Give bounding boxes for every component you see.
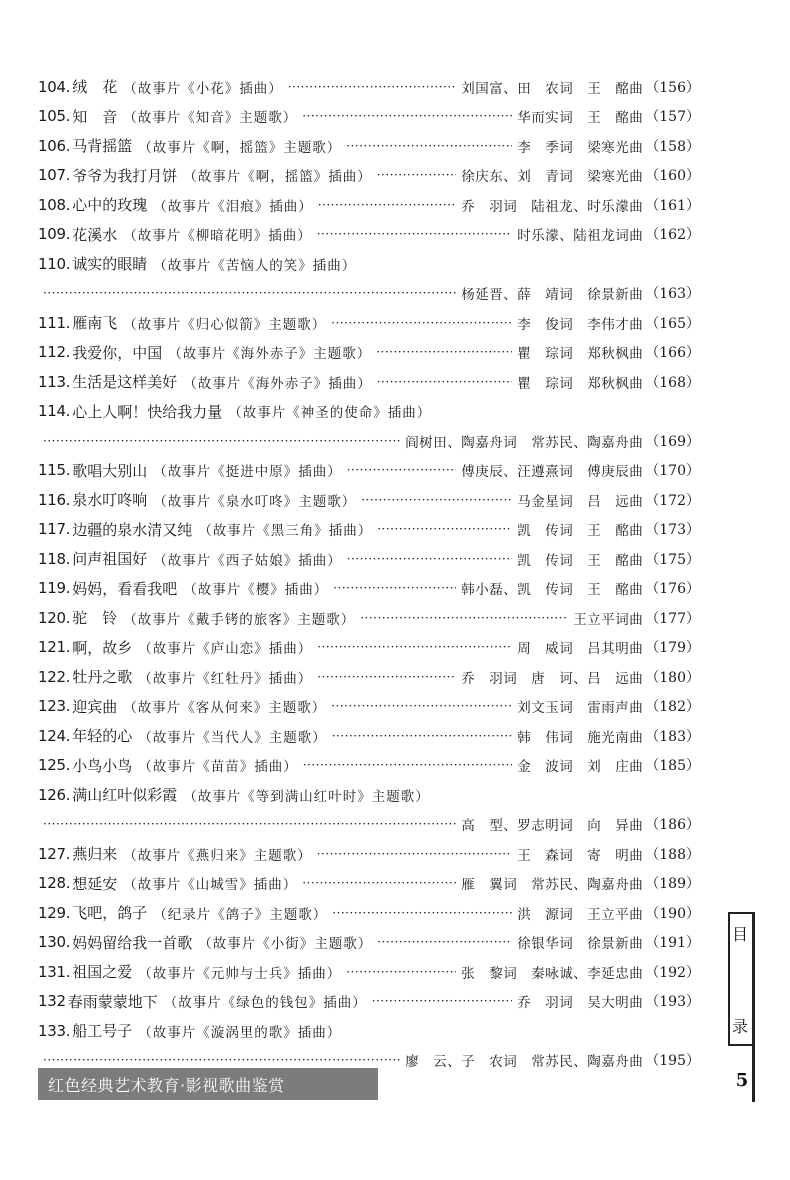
toc-entry[interactable] (38, 839, 700, 869)
toc-entry[interactable] (38, 456, 700, 486)
song-title: 想延安 (72, 874, 118, 893)
entry-number: 104. (38, 77, 71, 96)
song-title: 边疆的泉水清又纯 (72, 520, 193, 539)
song-title: 迎宾曲 (72, 697, 118, 716)
film-note: （故事片《海外赤子》插曲） (183, 375, 372, 392)
page-ref: （189） (645, 876, 700, 893)
leader-dots (332, 729, 513, 743)
film-note: （故事片《归心似箭》主题歌） (123, 316, 327, 333)
song-title: 心上人啊！快给我力量 (72, 402, 223, 421)
entry-number: 120. (38, 608, 71, 627)
page-ref: （175） (645, 551, 700, 568)
entry-number: 109. (38, 225, 71, 244)
film-note: （故事片《挺进中原》插曲） (153, 464, 342, 481)
song-title: 燕归来 (72, 845, 118, 864)
film-note: （故事片《泪痕》插曲） (153, 198, 313, 215)
film-note: （故事片《泉水叮咚》主题歌） (153, 493, 357, 510)
entry-number: 126. (38, 785, 71, 804)
leader-dots (331, 699, 512, 713)
credits: 王 森词 寄 明曲 (517, 847, 644, 864)
toc-entry[interactable] (38, 869, 700, 899)
song-title: 花溪水 (72, 225, 118, 244)
page-ref: （177） (645, 610, 700, 627)
film-note: （故事片《黑三角》插曲） (198, 523, 373, 540)
page-ref: （156） (645, 79, 700, 96)
toc-entry[interactable] (38, 662, 700, 692)
song-title: 雁南飞 (72, 314, 118, 333)
credits: 华而实词 王 酩曲 (517, 110, 644, 127)
page-ref: （182） (645, 699, 700, 716)
page-ref: （163） (645, 286, 700, 303)
leader-dots (43, 286, 456, 300)
song-title: 泉水叮咚响 (72, 491, 148, 510)
page-ref: （188） (645, 846, 700, 863)
page-ref: （179） (645, 640, 700, 657)
leader-dots (372, 994, 513, 1008)
song-title: 啊，故乡 (72, 638, 133, 657)
page-ref: （176） (645, 581, 700, 598)
toc-entry[interactable] (38, 161, 700, 191)
entry-number: 127. (38, 844, 71, 863)
credits: 韩 伟词 施光南曲 (517, 729, 644, 746)
credits: 瞿 琮词 郑秋枫曲 (517, 346, 644, 363)
entry-number: 121. (38, 638, 71, 657)
toc-entry[interactable] (38, 190, 700, 220)
leader-dots (302, 109, 512, 123)
entry-number: 106. (38, 136, 71, 155)
credits: 金 波词 刘 庄曲 (517, 759, 644, 776)
credits: 马金星词 吕 远曲 (517, 493, 644, 510)
song-title: 我爱你，中国 (72, 343, 163, 362)
page-ref: （172） (645, 492, 700, 509)
entry-number: 108. (38, 195, 71, 214)
credits: 徐庆东、刘 青词 梁寒光曲 (461, 169, 644, 186)
toc-entry[interactable] (38, 692, 700, 722)
film-note: （故事片《神圣的使命》插曲） (228, 405, 432, 422)
entry-number: 123. (38, 697, 71, 716)
toc-entry[interactable] (38, 987, 700, 1017)
toc-entry[interactable] (38, 898, 700, 928)
page-ref: （183） (645, 728, 700, 745)
entry-number: 115. (38, 461, 71, 480)
entry-number: 131. (38, 962, 71, 981)
vertical-rule (752, 912, 755, 1102)
song-title: 生活是这样美好 (72, 373, 178, 392)
leader-dots (317, 640, 512, 654)
toc-entry[interactable] (38, 131, 700, 161)
leader-dots (346, 965, 456, 979)
leader-dots (43, 817, 456, 831)
film-note: （故事片《山城雪》插曲） (123, 877, 298, 894)
credits: 雁 翼词 常苏民、陶嘉舟曲 (461, 877, 644, 894)
toc-entry[interactable] (38, 721, 700, 751)
entry-number: 105. (38, 107, 71, 126)
leader-dots (377, 522, 512, 536)
page-ref: （170） (645, 463, 700, 480)
film-note: （故事片《柳暗花明》插曲） (123, 228, 312, 245)
entry-number: 110. (38, 254, 71, 273)
film-note: （故事片《戴手铐的旅客》主题歌） (123, 611, 356, 628)
leader-dots (317, 227, 513, 241)
toc-entry[interactable] (38, 338, 700, 368)
credits: 王立平词曲 (573, 611, 644, 628)
film-note: （故事片《海外赤子》主题歌） (168, 346, 372, 363)
page-ref: （158） (645, 138, 700, 155)
toc-entry[interactable] (38, 544, 700, 574)
song-title: 知 音 (72, 107, 118, 126)
entry-number: 113. (38, 372, 71, 391)
page-ref: （191） (645, 935, 700, 952)
entry-number: 118. (38, 549, 71, 568)
film-note: （故事片《燕归来》主题歌） (123, 847, 312, 864)
song-title: 妈妈留给我一首歌 (72, 933, 193, 952)
toc-entry[interactable] (38, 397, 700, 456)
film-note: （故事片《啊，摇篮》主题歌） (138, 139, 342, 156)
credits: 李 俊词 李伟才曲 (517, 316, 644, 333)
leader-dots (346, 139, 512, 153)
film-note: （故事片《漩涡里的歌》插曲） (138, 1024, 342, 1041)
song-title: 飞吧，鸽子 (72, 904, 148, 923)
film-note: （故事片《西子姑娘》插曲） (153, 552, 342, 569)
toc-entry[interactable] (38, 220, 700, 250)
credits: 乔 羽词 吴大明曲 (517, 995, 644, 1012)
credits: 张 黎词 秦咏诚、李延忠曲 (461, 965, 644, 982)
film-note: （纪录片《鸽子》主题歌） (153, 906, 328, 923)
song-title: 年轻的心 (72, 727, 133, 746)
entry-number: 129. (38, 903, 71, 922)
credits: 杨延晋、薛 靖词 徐景新曲 (461, 287, 644, 304)
song-title: 绒 花 (72, 78, 118, 97)
credits: 阎树田、陶嘉舟词 常苏民、陶嘉舟曲 (405, 434, 644, 451)
entry-number: 128. (38, 874, 71, 893)
film-note: （故事片《知音》主题歌） (123, 110, 298, 127)
toc-entry[interactable] (38, 780, 700, 839)
leader-dots (347, 463, 457, 477)
credits: 时乐濛、陆祖龙词曲 (517, 228, 644, 245)
leader-dots (318, 198, 457, 212)
page-ref: （160） (645, 168, 700, 185)
credits: 周 威词 吕其明曲 (517, 641, 644, 658)
song-title: 马背摇篮 (72, 137, 133, 156)
leader-dots (347, 552, 513, 566)
film-note: （故事片《庐山恋》插曲） (138, 641, 313, 658)
page-ref: （166） (645, 345, 700, 362)
toc-entry[interactable] (38, 367, 700, 397)
song-title: 诚实的眼睛 (72, 255, 148, 274)
song-title: 祖国之爱 (72, 963, 133, 982)
film-note: （故事片《苗苗》插曲） (138, 759, 298, 776)
song-title: 满山红叶似彩霞 (72, 786, 178, 805)
toc-entry[interactable] (38, 574, 700, 604)
page-ref: （161） (645, 197, 700, 214)
credits: 高 型、罗志明词 向 异曲 (461, 818, 644, 835)
leader-dots (317, 670, 456, 684)
leader-dots (376, 345, 512, 359)
toc-entry[interactable] (38, 72, 700, 102)
leader-dots (43, 434, 400, 448)
leader-dots (360, 611, 568, 625)
credits: 徐银华词 徐景新曲 (517, 936, 644, 953)
toc-entry[interactable] (38, 515, 700, 545)
page-ref: （190） (645, 905, 700, 922)
credits: 刘国富、田 农词 王 酩曲 (461, 80, 644, 97)
credits: 韩小磊、凯 传词 王 酩曲 (461, 582, 644, 599)
film-note: （故事片《客从何来》主题歌） (123, 700, 327, 717)
page-ref: （180） (645, 669, 700, 686)
leader-dots (302, 876, 456, 890)
leader-dots (377, 168, 457, 182)
credits: 瞿 琮词 郑秋枫曲 (517, 375, 644, 392)
tab-char-1: 目 (731, 925, 748, 944)
credits: 乔 羽词 唐 诃、吕 远曲 (461, 670, 644, 687)
toc-entry[interactable] (38, 603, 700, 633)
page-ref: （168） (645, 374, 700, 391)
film-note: （故事片《樱》插曲） (183, 582, 329, 599)
leader-dots (377, 935, 512, 949)
film-note: （故事片《元帅与士兵》插曲） (138, 965, 342, 982)
credits: 傅庚辰、汪遵熹词 傅庚辰曲 (461, 464, 644, 481)
entry-number: 122. (38, 667, 71, 686)
film-note: （故事片《啊，摇篮》插曲） (183, 169, 372, 186)
leader-dots (303, 758, 513, 772)
page-ref: （173） (645, 522, 700, 539)
page-ref: （185） (645, 758, 700, 775)
leader-dots (361, 493, 512, 507)
leader-dots (333, 581, 456, 595)
leader-dots (331, 316, 512, 330)
entry-number: 130. (38, 933, 71, 952)
toc-entry[interactable] (38, 633, 700, 663)
page-ref: （192） (645, 964, 700, 981)
entry-number: 112. (38, 343, 71, 362)
page-ref: （195） (645, 1053, 700, 1070)
song-title: 船工号子 (72, 1022, 133, 1041)
table-of-contents (38, 72, 700, 1075)
page-ref: （186） (645, 817, 700, 834)
film-note: （故事片《红牡丹》插曲） (138, 670, 313, 687)
film-note: （故事片《小花》插曲） (123, 80, 283, 97)
entry-number: 133. (38, 1021, 71, 1040)
page-number: 5 (735, 1070, 749, 1091)
entry-number: 107. (38, 166, 71, 185)
entry-number: 111. (38, 313, 71, 332)
song-title: 牡丹之歌 (72, 668, 133, 687)
leader-dots (332, 906, 512, 920)
leader-dots (288, 80, 457, 94)
page-ref: （165） (645, 315, 700, 332)
footer-banner: 红色经典艺术教育·影视歌曲鉴赏 (38, 1068, 378, 1100)
film-note: （故事片《小街》主题歌） (198, 936, 373, 953)
entry-number: 119. (38, 579, 71, 598)
entry-number: 114. (38, 402, 71, 421)
entry-number: 117. (38, 520, 71, 539)
page-ref: （193） (645, 994, 700, 1011)
song-title: 问声祖国好 (72, 550, 148, 569)
toc-entry[interactable] (38, 102, 700, 132)
song-title: 妈妈，看看我吧 (72, 579, 178, 598)
credits: 乔 羽词 陆祖龙、时乐濛曲 (461, 198, 644, 215)
song-title: 爷爷为我打月饼 (72, 166, 178, 185)
page-ref: （157） (645, 109, 700, 126)
toc-entry[interactable] (38, 1016, 700, 1075)
film-note: （故事片《绿色的钱包》插曲） (163, 995, 367, 1012)
toc-entry[interactable] (38, 249, 700, 308)
credits: 凯 传词 王 酩曲 (517, 523, 644, 540)
leader-dots (377, 375, 513, 389)
credits: 刘文玉词 雷雨声曲 (517, 700, 644, 717)
toc-entry[interactable] (38, 308, 700, 338)
song-title: 歌唱大别山 (72, 461, 148, 480)
leader-dots (317, 847, 513, 861)
toc-entry[interactable] (38, 928, 700, 958)
song-title: 心中的玫瑰 (72, 196, 148, 215)
tab-char-2: 录 (731, 1017, 748, 1036)
song-title: 小鸟小鸟 (72, 756, 133, 775)
credits: 凯 传词 王 酩曲 (517, 552, 644, 569)
entry-number: 116. (38, 490, 71, 509)
leader-dots (43, 1053, 400, 1067)
toc-entry[interactable] (38, 957, 700, 987)
credits: 李 季词 梁寒光曲 (517, 139, 644, 156)
page-ref: （162） (645, 227, 700, 244)
song-title: 春雨蒙蒙地下 (67, 992, 158, 1011)
entry-number: 132 (38, 992, 66, 1011)
page-ref: （169） (645, 433, 700, 450)
entry-number: 125. (38, 756, 71, 775)
film-note: （故事片《等到满山红叶时》主题歌） (183, 788, 430, 805)
toc-entry[interactable] (38, 485, 700, 515)
film-note: （故事片《当代人》主题歌） (138, 729, 327, 746)
toc-entry[interactable] (38, 751, 700, 781)
song-title: 驼 铃 (72, 609, 118, 628)
film-note: （故事片《苦恼人的笑》插曲） (153, 257, 357, 274)
credits: 洪 源词 王立平曲 (517, 906, 644, 923)
entry-number: 124. (38, 726, 71, 745)
credits: 廖 云、子 农词 常苏民、陶嘉舟曲 (405, 1054, 644, 1071)
